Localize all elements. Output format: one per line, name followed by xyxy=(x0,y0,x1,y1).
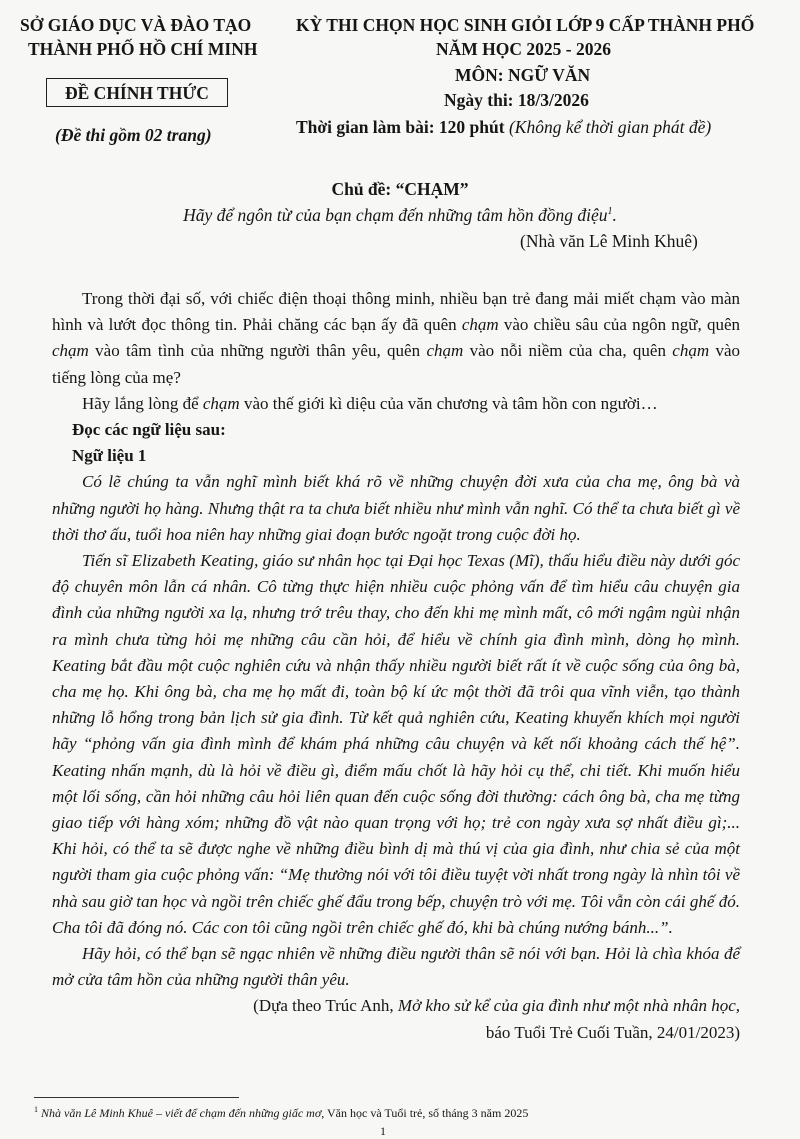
intro-p1-segment: Trong thời đại số, với chiếc điện thoại thông minh, nhiều bạn trẻ đang mải miết chạm vào màn hình và lướt đọc thông tin. Phải chăng các bạn ấy đã quên xyxy=(52,289,740,335)
intro-p2-segment: vào thế giới kì diệu của văn chương và tâm hồn con người… xyxy=(239,393,658,413)
intro-paragraph-1 xyxy=(52,286,740,391)
page-number: 1 xyxy=(380,1124,386,1138)
source-line-1 xyxy=(52,993,740,1019)
intro-p2-segment: Hãy lắng lòng để xyxy=(82,393,203,413)
time-info xyxy=(296,116,711,138)
source-title: Mở kho sử kể của gia đình như một nhà nhân học, xyxy=(397,996,740,1016)
time-note: (Không kể thời gian phát đề) xyxy=(508,117,712,137)
footnote-rest: , Văn học và Tuổi trẻ, số tháng 3 năm 2025 xyxy=(321,1106,529,1120)
material-1-paragraph-3: Hãy hỏi, có thể bạn sẽ ngạc nhiên về những điều người thân sẽ nói với bạn. Hỏi là chìa khóa để mở cửa tâm hồn của những người thân yêu. xyxy=(52,944,740,990)
intro-p1-segment: chạm xyxy=(672,341,710,361)
exam-title: KỲ THI CHỌN HỌC SINH GIỎI LỚP 9 CẤP THÀNH PHỐ xyxy=(296,15,755,35)
quote-text: Hãy để ngôn từ của bạn chạm đến những tâm hồn đồng điệu xyxy=(183,205,608,225)
footnote-number: 1 xyxy=(34,1105,38,1114)
exam-date: Ngày thi: 18/3/2026 xyxy=(444,90,589,110)
official-exam-box: ĐỀ CHÍNH THỨC xyxy=(46,78,228,107)
footnote-divider xyxy=(34,1097,239,1098)
material-1-paragraph-1: Có lẽ chúng ta vẫn nghĩ mình biết khá rõ về những chuyện đời xưa của cha mẹ, ông bà và những người họ hàng. Nhưng thật ra ta chưa biết nhiều như mình vẫn nghĩ. Có thể ta chưa biết gì về thời thơ ấu, tuổi hoa niên hay những giai đoạn bước ngoặt trong cuộc đời họ. xyxy=(52,472,740,544)
city-name: THÀNH PHỐ HỒ CHÍ MINH xyxy=(28,39,258,59)
pages-note: (Đề thi gồm 02 trang) xyxy=(55,125,212,145)
intro-paragraph-2 xyxy=(52,391,740,417)
intro-p1-segment: chạm xyxy=(52,341,89,361)
quote-author: (Nhà văn Lê Minh Khuê) xyxy=(520,231,698,251)
school-year: NĂM HỌC 2025 - 2026 xyxy=(436,39,611,59)
intro-p2-segment: chạm xyxy=(202,393,240,413)
footnote-ref: 1 xyxy=(607,206,613,218)
reading-heading: Đọc các ngữ liệu sau: xyxy=(72,420,226,440)
footnote-author: Nhà văn Lê Minh Khuê – viết để chạm đến những giấc mơ xyxy=(41,1106,322,1120)
exam-body xyxy=(52,286,740,1046)
intro-p1-segment: chạm xyxy=(461,315,499,335)
time-label: Thời gian làm bài: 120 phút xyxy=(296,117,505,137)
footnote xyxy=(34,1105,528,1121)
topic-label: Chủ đề: “CHẠM” xyxy=(331,179,469,199)
topic-quote xyxy=(0,205,800,226)
department-name: SỞ GIÁO DỤC VÀ ĐÀO TẠO xyxy=(20,15,252,35)
source-line-2: báo Tuổi Trẻ Cuối Tuần, 24/01/2023) xyxy=(485,1022,740,1042)
material-1-heading: Ngữ liệu 1 xyxy=(72,446,147,466)
quote-end: . xyxy=(612,205,617,225)
intro-p1-segment: vào tiếng lòng của mẹ? xyxy=(52,341,740,387)
subject: MÔN: NGỮ VĂN xyxy=(455,65,591,85)
material-1-paragraph-2: Tiến sĩ Elizabeth Keating, giáo sư nhân học tại Đại học Texas (Mĩ), thấu hiểu điều này dưới góc độ chuyên môn lẫn cá nhân. Cô từng thực hiện nhiều cuộc phỏng vấn để tìm hiểu câu chuyện gia đình của những người xa lạ, nhưng trớ trêu thay, cho đến khi mẹ mình mất, cô mới ngậm ngùi nhận ra mình chưa từng hỏi mẹ những câu cần hỏi, để hiểu về chính gia đình mình, dòng họ mình. Keating bắt đầu một cuộc nghiên cứu và nhận thấy nhiều người biết rất ít về cuộc sống của ông bà, cha mẹ họ. Khi ông bà, cha mẹ họ mất đi, toàn bộ kí ức một thời đã trôi qua vĩnh viễn, tạo thành những lỗ hổng trong bản lịch sử gia đình. Từ kết quả nghiên cứu, Keating khuyến khích mọi người hãy “phỏng vấn gia đình mình để khám phá những câu chuyện và kết nối khoảng cách thế hệ”. Keating nhấn mạnh, dù là hỏi về điều gì, điểm mấu chốt là hãy hỏi cụ thể, chi tiết. Khi muốn hiểu một lối sống, cần hỏi những câu hỏi liên quan đến cuộc sống đời thường: cách ông bà, cha mẹ từng giao tiếp với hàng xóm; những đồ vật nào quan trọng với họ; trẻ con ngày xưa sợ nhất điều gì;... Khi hỏi, có thể ta sẽ được nghe về những điều bình dị mà thú vị của gia đình, như chia sẻ của một người tham gia cuộc phỏng vấn: “Mẹ thường nói với tôi điều tuyệt vời nhất trong ngày là nhìn tôi về nhà sau giờ tan học và ngồi trên chiếc ghế đẩu trong bếp, chuyện trò với mẹ. Tôi vẫn còn cái ghế đó. Cha tôi đã đóng nó. Các con tôi cũng ngồi trên chiếc ghế đó, khi bà chúng nướng bánh...”. xyxy=(52,551,740,937)
source-open: (Dựa theo Trúc Anh, xyxy=(253,996,398,1016)
intro-p1-segment: vào chiều sâu của ngôn ngữ, quên xyxy=(498,315,740,335)
intro-p1-segment: vào nỗi niềm của cha, quên xyxy=(463,341,673,361)
intro-p1-segment: vào tâm tình của những người thân yêu, quên xyxy=(88,341,427,361)
intro-p1-segment: chạm xyxy=(426,341,464,361)
